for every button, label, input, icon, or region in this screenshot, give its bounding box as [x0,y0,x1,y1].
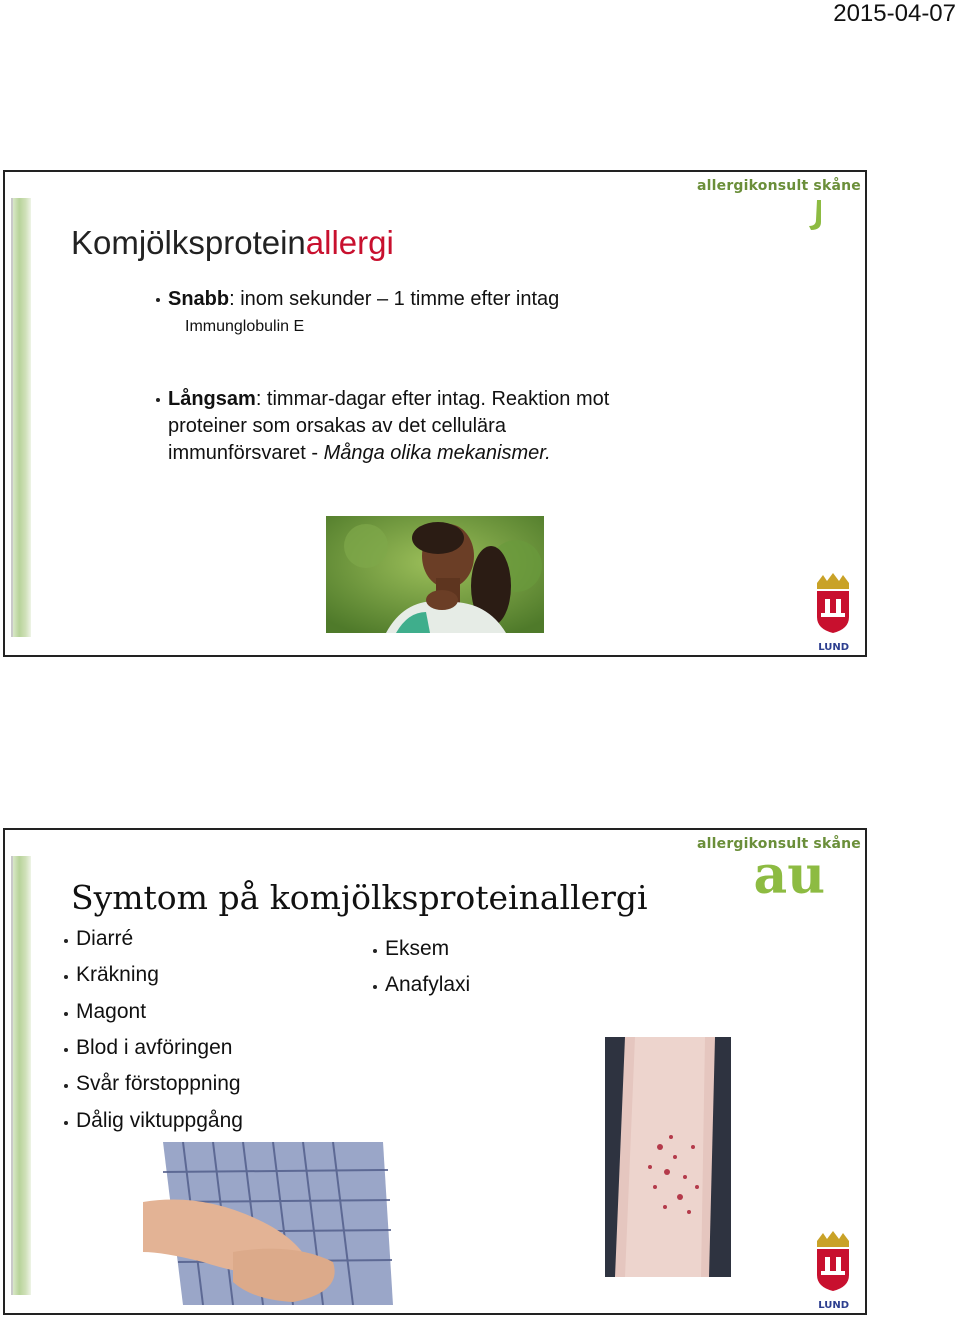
bullet-icon [373,985,377,989]
bullet-icon [156,298,160,302]
bullet-icon [64,1048,68,1052]
bullet-icon [373,949,377,953]
bullet-snabb-text: : inom sekunder – 1 timme efter intag [229,288,560,310]
bullet-snabb-label: Snabb [168,288,230,310]
bullet-langsam [168,386,728,467]
title-part-main: Komjölksprotein [71,224,306,261]
bullet-snabb-subtext: Immunglobulin E [185,318,305,335]
symptom-left-item: Blod i avföringen [76,1035,233,1059]
crest-label: LUND [818,642,849,653]
bullet-langsam-line3: immunförsvaret - [168,442,324,464]
symptom-left-item: Svår förstoppning [76,1072,241,1096]
symptom-left-item: Diarré [76,927,134,950]
child-throat-photo [326,516,544,633]
slide-2-title: Symtom på komjölksproteinallergi [71,878,648,917]
lund-crest-icon [813,1229,853,1301]
symptom-left-item: Magont [76,999,147,1023]
bullet-icon [64,1121,68,1125]
bullet-icon [156,398,160,402]
bullet-icon [64,975,68,979]
bullet-langsam-emphasis: Många olika mekanismer. [323,442,551,464]
brand-logo-icon [805,198,825,232]
brand-logo-text: allergikonsult skåne [696,178,861,194]
slide-2 [3,828,867,1315]
bullet-snabb [168,286,559,313]
symptom-left-item: Kräkning [76,963,159,987]
crest-label: LUND [818,1300,849,1311]
symptom-left-item: Dålig viktuppgång [76,1108,243,1132]
bullet-icon [64,1084,68,1088]
decorative-side-bar [11,198,31,637]
brand-logo-mark: au [753,845,825,906]
lund-crest-icon [813,571,853,643]
brand-logo-text: allergikonsult skåne [696,836,861,852]
bullet-langsam-label: Långsam [168,388,256,410]
page-date: 2015-04-07 [833,0,956,27]
slide-1-title [71,224,394,262]
slide-1 [3,170,867,657]
symptom-right-item: Anafylaxi [385,973,471,997]
eczema-arm-photo [605,1037,731,1277]
decorative-side-bar [11,856,31,1295]
stomach-ache-photo [143,1142,395,1305]
bullet-icon [64,939,68,943]
title-part-accent: allergi [305,224,394,261]
bullet-langsam-line1: : timmar-dagar efter intag. Reaktion mot [255,388,610,410]
bullet-langsam-line2: proteiner som orsakas av det cellulära [168,415,506,437]
bullet-icon [64,1012,68,1016]
symptom-right-item: Eksem [385,937,450,960]
